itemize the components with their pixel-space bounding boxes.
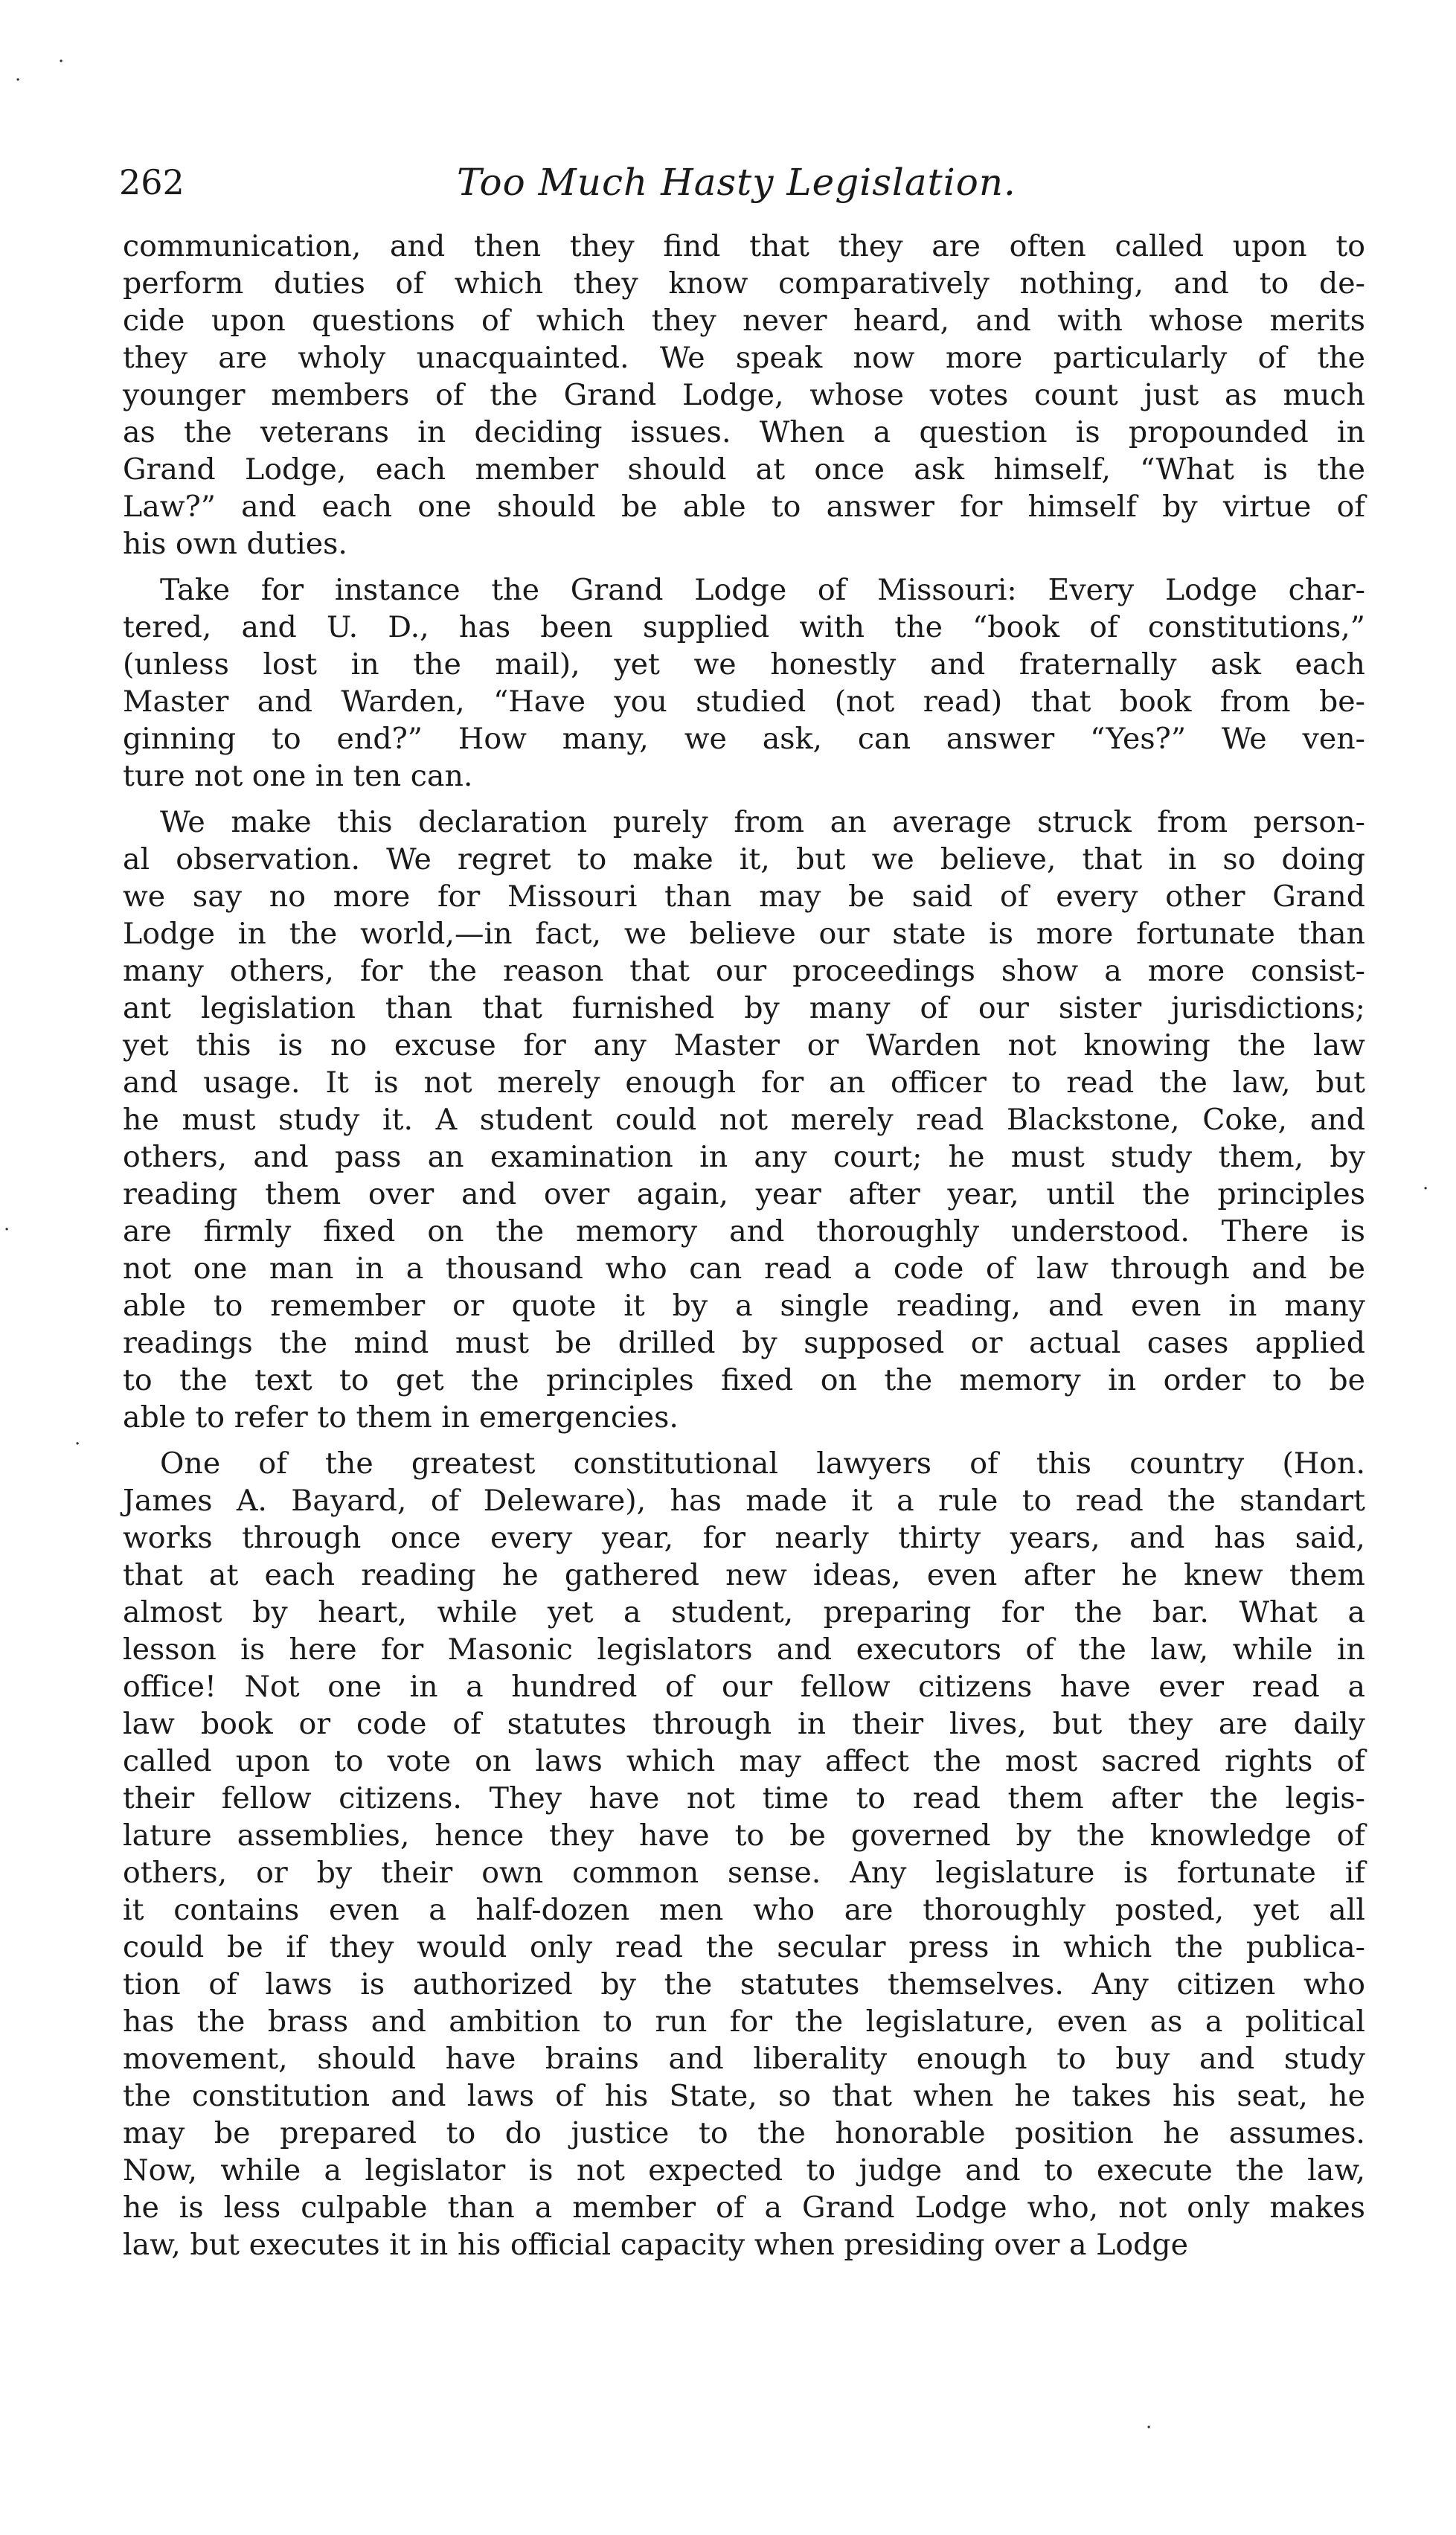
text-line: to the text to get the principles fixed on the memory in order to be [123,1363,1365,1397]
text-line: Grand Lodge, each member should at once ask himself, “What is the [123,452,1365,487]
text-line: could be if they would only read the secular press in which the publica- [123,1930,1365,1964]
text-line: their fellow citizens. They have not time to read them after the legis- [123,1781,1365,1815]
text-line: has the brass and ambition to run for the legislature, even as a political [123,2004,1365,2039]
text-line: many others, for the reason that our proceedings show a more consist- [123,954,1365,988]
text-line: lesson is here for Masonic legislators and executors of the law, while in [123,1632,1365,1667]
paragraph-4 [123,1445,1365,2263]
text-line: that at each reading he gathered new ideas, even after he knew them [123,1558,1365,1592]
text-line: are firmly fixed on the memory and thoroughly understood. There is [123,1214,1365,1249]
text-line: he must study it. A student could not merely read Blackstone, Coke, and [123,1103,1365,1137]
text-line: readings the mind must be drilled by supposed or actual cases applied [123,1326,1365,1360]
scan-speck: · [1146,2417,1152,2439]
text-line: ant legislation than that furnished by many of our sister jurisdictions; [123,991,1365,1025]
text-line: ginning to end?” How many, we ask, can answer “Yes?” We ven- [123,722,1365,756]
text-line: Now, while a legislator is not expected to judge and to execute the law, [123,2153,1365,2188]
scan-speck: · [15,69,22,92]
text-line: reading them over and over again, year after year, until the principles [123,1177,1365,1211]
running-title: Too Much Hasty Legislation. [457,161,1016,204]
page-number: 262 [119,162,185,202]
paragraph-1 [123,228,1365,563]
text-line: law book or code of statutes through in their lives, but they are daily [123,1707,1365,1741]
text-line: able to refer to them in emergencies. [123,1400,679,1435]
text-line: law, but executes it in his official capacity when presiding over a Lodge [123,2228,1189,2262]
body-text [123,228,1365,2263]
text-line: they are wholy unacquainted. We speak now more particularly of the [123,341,1365,375]
text-line: One of the greatest constitutional lawyers of this country (Hon. [160,1446,1365,1481]
text-line: office! Not one in a hundred of our fellow citizens have ever read a [123,1670,1365,1704]
text-line: we say no more for Missouri than may be said of every other Grand [123,879,1365,914]
paragraph-3 [123,804,1365,1436]
text-line: perform duties of which they know comparatively nothing, and to de- [123,266,1365,301]
text-line: almost by heart, while yet a student, preparing for the bar. What a [123,1595,1365,1629]
text-line: lature assemblies, hence they have to be governed by the knowledge of [123,1818,1365,1853]
text-line: tion of laws is authorized by the statutes themselves. Any citizen who [123,1967,1365,2002]
scan-speck: · [74,1433,81,1455]
text-line: Law?” and each one should be able to answer for himself by virtue of [123,490,1365,524]
text-line: al observation. We regret to make it, but we believe, that in so doing [123,842,1365,876]
text-line: and usage. It is not merely enough for an officer to read the law, but [123,1065,1365,1100]
text-line: he is less culpable than a member of a Grand Lodge who, not only makes [123,2191,1365,2225]
running-head [112,153,1362,212]
text-line: Master and Warden, “Have you studied (not read) that book from be- [123,685,1365,719]
scan-speck: · [1423,1178,1429,1200]
text-line: tered, and U. D., has been supplied with the “book of constitutions,” [123,610,1365,644]
text-line: others, and pass an examination in any court; he must study them, by [123,1140,1365,1174]
text-line: yet this is no excuse for any Master or Warden not knowing the law [123,1028,1365,1063]
text-line: the constitution and laws of his State, so that when he takes his seat, he [123,2079,1365,2113]
scan-speck: · [58,51,65,73]
text-line: James A. Bayard, of Deleware), has made it a rule to read the standart [123,1484,1365,1518]
paragraph-2 [123,571,1365,795]
text-line: not one man in a thousand who can read a code of law through and be [123,1252,1365,1286]
text-line: (unless lost in the mail), yet we honestly and fraternally ask each [123,647,1365,682]
text-line: ture not one in ten can. [123,759,473,793]
text-line: his own duties. [123,527,347,561]
text-line: communication, and then they find that they are often called upon to [123,229,1365,263]
text-line: younger members of the Grand Lodge, whose votes count just as much [123,378,1365,412]
text-line: may be prepared to do justice to the honorable position he assumes. [123,2116,1365,2150]
scan-speck: · [4,1219,10,1241]
text-line: movement, should have brains and liberality enough to buy and study [123,2042,1365,2076]
text-line: as the veterans in deciding issues. When a question is propounded in [123,415,1365,449]
text-line: Take for instance the Grand Lodge of Missouri: Every Lodge char- [160,573,1365,607]
text-line: it contains even a half-dozen men who are thoroughly posted, yet all [123,1893,1365,1927]
text-line: Lodge in the world,—in fact, we believe our state is more fortunate than [123,917,1365,951]
text-line: works through once every year, for nearly thirty years, and has said, [123,1521,1365,1555]
text-line: We make this declaration purely from an average struck from person- [160,805,1365,839]
text-line: others, or by their own common sense. Any legislature is fortunate if [123,1856,1365,1890]
text-line: called upon to vote on laws which may affect the most sacred rights of [123,1744,1365,1778]
text-line: able to remember or quote it by a single reading, and even in many [123,1289,1365,1323]
text-line: cide upon questions of which they never heard, and with whose merits [123,304,1365,338]
